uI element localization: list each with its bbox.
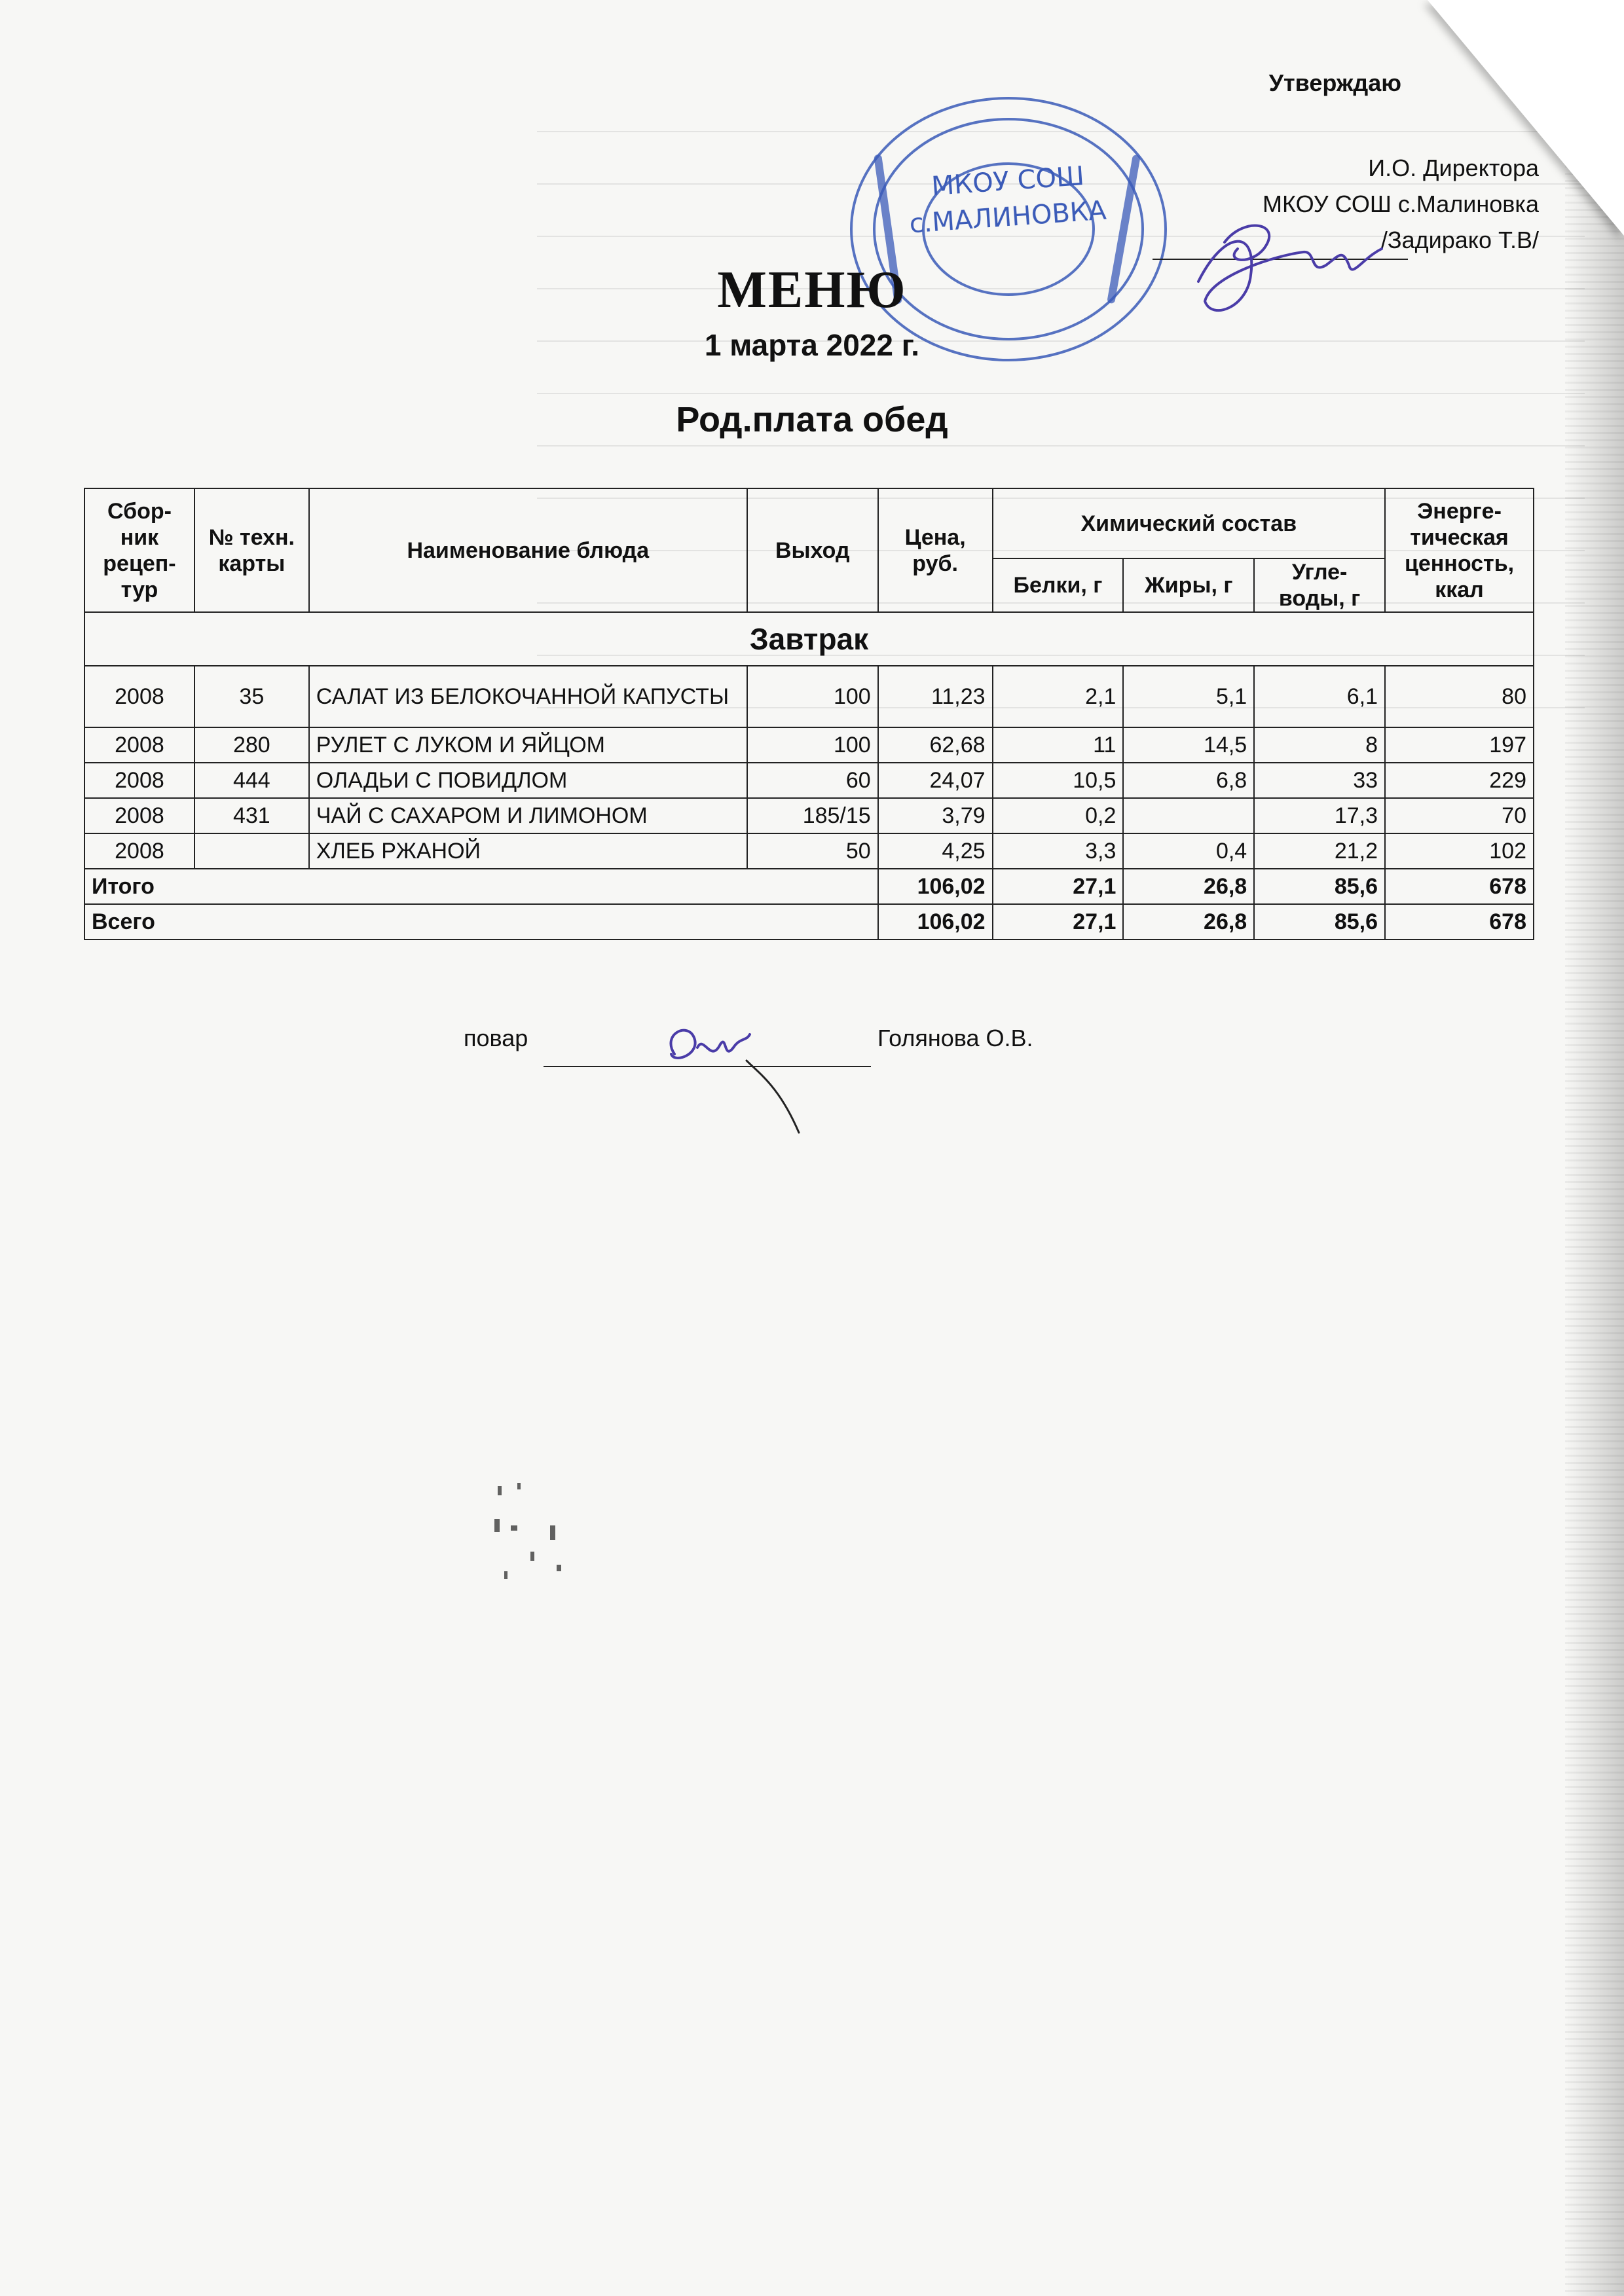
cell-energy: 229 [1385, 763, 1534, 798]
cell-price: 24,07 [878, 763, 993, 798]
cell-collection: 2008 [84, 833, 194, 869]
stamp-line-2: с.МАЛИНОВКА [908, 195, 1108, 240]
cell-dish-name: ЧАЙ С САХАРОМ И ЛИМОНОМ [309, 798, 747, 833]
cell-dish-name: САЛАТ ИЗ БЕЛОКОЧАННОЙ КАПУСТЫ [309, 666, 747, 727]
svg-text:с.МАЛИНОВКА [908, 196, 1107, 240]
header-fats: Жиры, г [1123, 558, 1254, 612]
menu-date: 1 марта 2022 г. [704, 328, 920, 362]
cell-carbs: 6,1 [1254, 666, 1385, 727]
svg-text:МКОУ СОШ [931, 161, 1085, 202]
cell-carbs: 21,2 [1254, 833, 1385, 869]
cell-energy: 102 [1385, 833, 1534, 869]
cell-collection: 2008 [84, 727, 194, 763]
subtotal-row [84, 869, 1534, 904]
header-collection: Сбор-ник рецеп-тур [84, 488, 194, 612]
cell-card: 444 [194, 763, 309, 798]
cell-output: 100 [747, 666, 878, 727]
header-proteins: Белки, г [993, 558, 1124, 612]
cell-energy: 80 [1385, 666, 1534, 727]
scan-speckles [485, 1480, 589, 1611]
approval-signer: /Задирако Т.В/ [1380, 227, 1539, 253]
cell-output: 185/15 [747, 798, 878, 833]
approval-title: Утверждаю [1268, 69, 1401, 96]
header-chemical-composition: Химический состав [993, 488, 1385, 558]
subtotal-label: Итого [84, 869, 878, 904]
header-card-number: № техн. карты [194, 488, 309, 612]
cell-fats [1123, 798, 1254, 833]
menu-title: МЕНЮ [717, 261, 907, 319]
section-row [84, 612, 1534, 666]
header-dish-name: Наименование блюда [309, 488, 747, 612]
total-row [84, 904, 1534, 939]
cook-label: повар [464, 1025, 528, 1051]
header-price: Цена, руб. [878, 488, 993, 612]
total-label: Всего [84, 904, 878, 939]
cell-price: 11,23 [878, 666, 993, 727]
cell-dish-name: ХЛЕБ РЖАНОЙ [309, 833, 747, 869]
cell-proteins: 2,1 [993, 666, 1124, 727]
total-fats: 26,8 [1123, 904, 1254, 939]
cell-proteins: 0,2 [993, 798, 1124, 833]
approval-school: МКОУ СОШ с.Малиновка [1263, 191, 1539, 217]
menu-subtitle: Род.плата обед [676, 400, 948, 439]
cell-price: 3,79 [878, 798, 993, 833]
cell-fats: 6,8 [1123, 763, 1254, 798]
cell-energy: 197 [1385, 727, 1534, 763]
cell-card: 431 [194, 798, 309, 833]
cell-output: 50 [747, 833, 878, 869]
table-header-row [84, 488, 1534, 558]
cell-collection: 2008 [84, 763, 194, 798]
cook-signature [648, 1008, 845, 1139]
header-carbs: Угле-воды, г [1254, 558, 1385, 612]
cell-fats: 14,5 [1123, 727, 1254, 763]
cell-collection: 2008 [84, 798, 194, 833]
subtotal-fats: 26,8 [1123, 869, 1254, 904]
table-row [84, 763, 1534, 798]
table-row [84, 727, 1534, 763]
cell-card [194, 833, 309, 869]
cook-name: Голянова О.В. [877, 1025, 1033, 1051]
menu-table [84, 488, 1534, 940]
total-energy: 678 [1385, 904, 1534, 939]
total-proteins: 27,1 [993, 904, 1124, 939]
cell-proteins: 10,5 [993, 763, 1124, 798]
total-price: 106,02 [878, 904, 993, 939]
cell-proteins: 11 [993, 727, 1124, 763]
table-row [84, 798, 1534, 833]
subtotal-price: 106,02 [878, 869, 993, 904]
cell-carbs: 8 [1254, 727, 1385, 763]
section-breakfast: Завтрак [84, 612, 1534, 666]
cell-proteins: 3,3 [993, 833, 1124, 869]
header-output: Выход [747, 488, 878, 612]
cell-collection: 2008 [84, 666, 194, 727]
cell-price: 62,68 [878, 727, 993, 763]
subtotal-carbs: 85,6 [1254, 869, 1385, 904]
total-carbs: 85,6 [1254, 904, 1385, 939]
cell-fats: 5,1 [1123, 666, 1254, 727]
cell-card: 35 [194, 666, 309, 727]
subtotal-proteins: 27,1 [993, 869, 1124, 904]
cell-carbs: 33 [1254, 763, 1385, 798]
cell-carbs: 17,3 [1254, 798, 1385, 833]
cell-card: 280 [194, 727, 309, 763]
header-energy: Энерге-тическая ценность, ккал [1385, 488, 1534, 612]
subtotal-energy: 678 [1385, 869, 1534, 904]
cell-dish-name: РУЛЕТ С ЛУКОМ И ЯЙЦОМ [309, 727, 747, 763]
cell-energy: 70 [1385, 798, 1534, 833]
table-row [84, 833, 1534, 869]
cell-price: 4,25 [878, 833, 993, 869]
cell-dish-name: ОЛАДЬИ С ПОВИДЛОМ [309, 763, 747, 798]
cell-output: 60 [747, 763, 878, 798]
approval-position: И.О. Директора [1368, 155, 1539, 181]
cell-output: 100 [747, 727, 878, 763]
stamp-line-1: МКОУ СОШ [930, 160, 1086, 202]
cell-fats: 0,4 [1123, 833, 1254, 869]
table-row [84, 666, 1534, 727]
